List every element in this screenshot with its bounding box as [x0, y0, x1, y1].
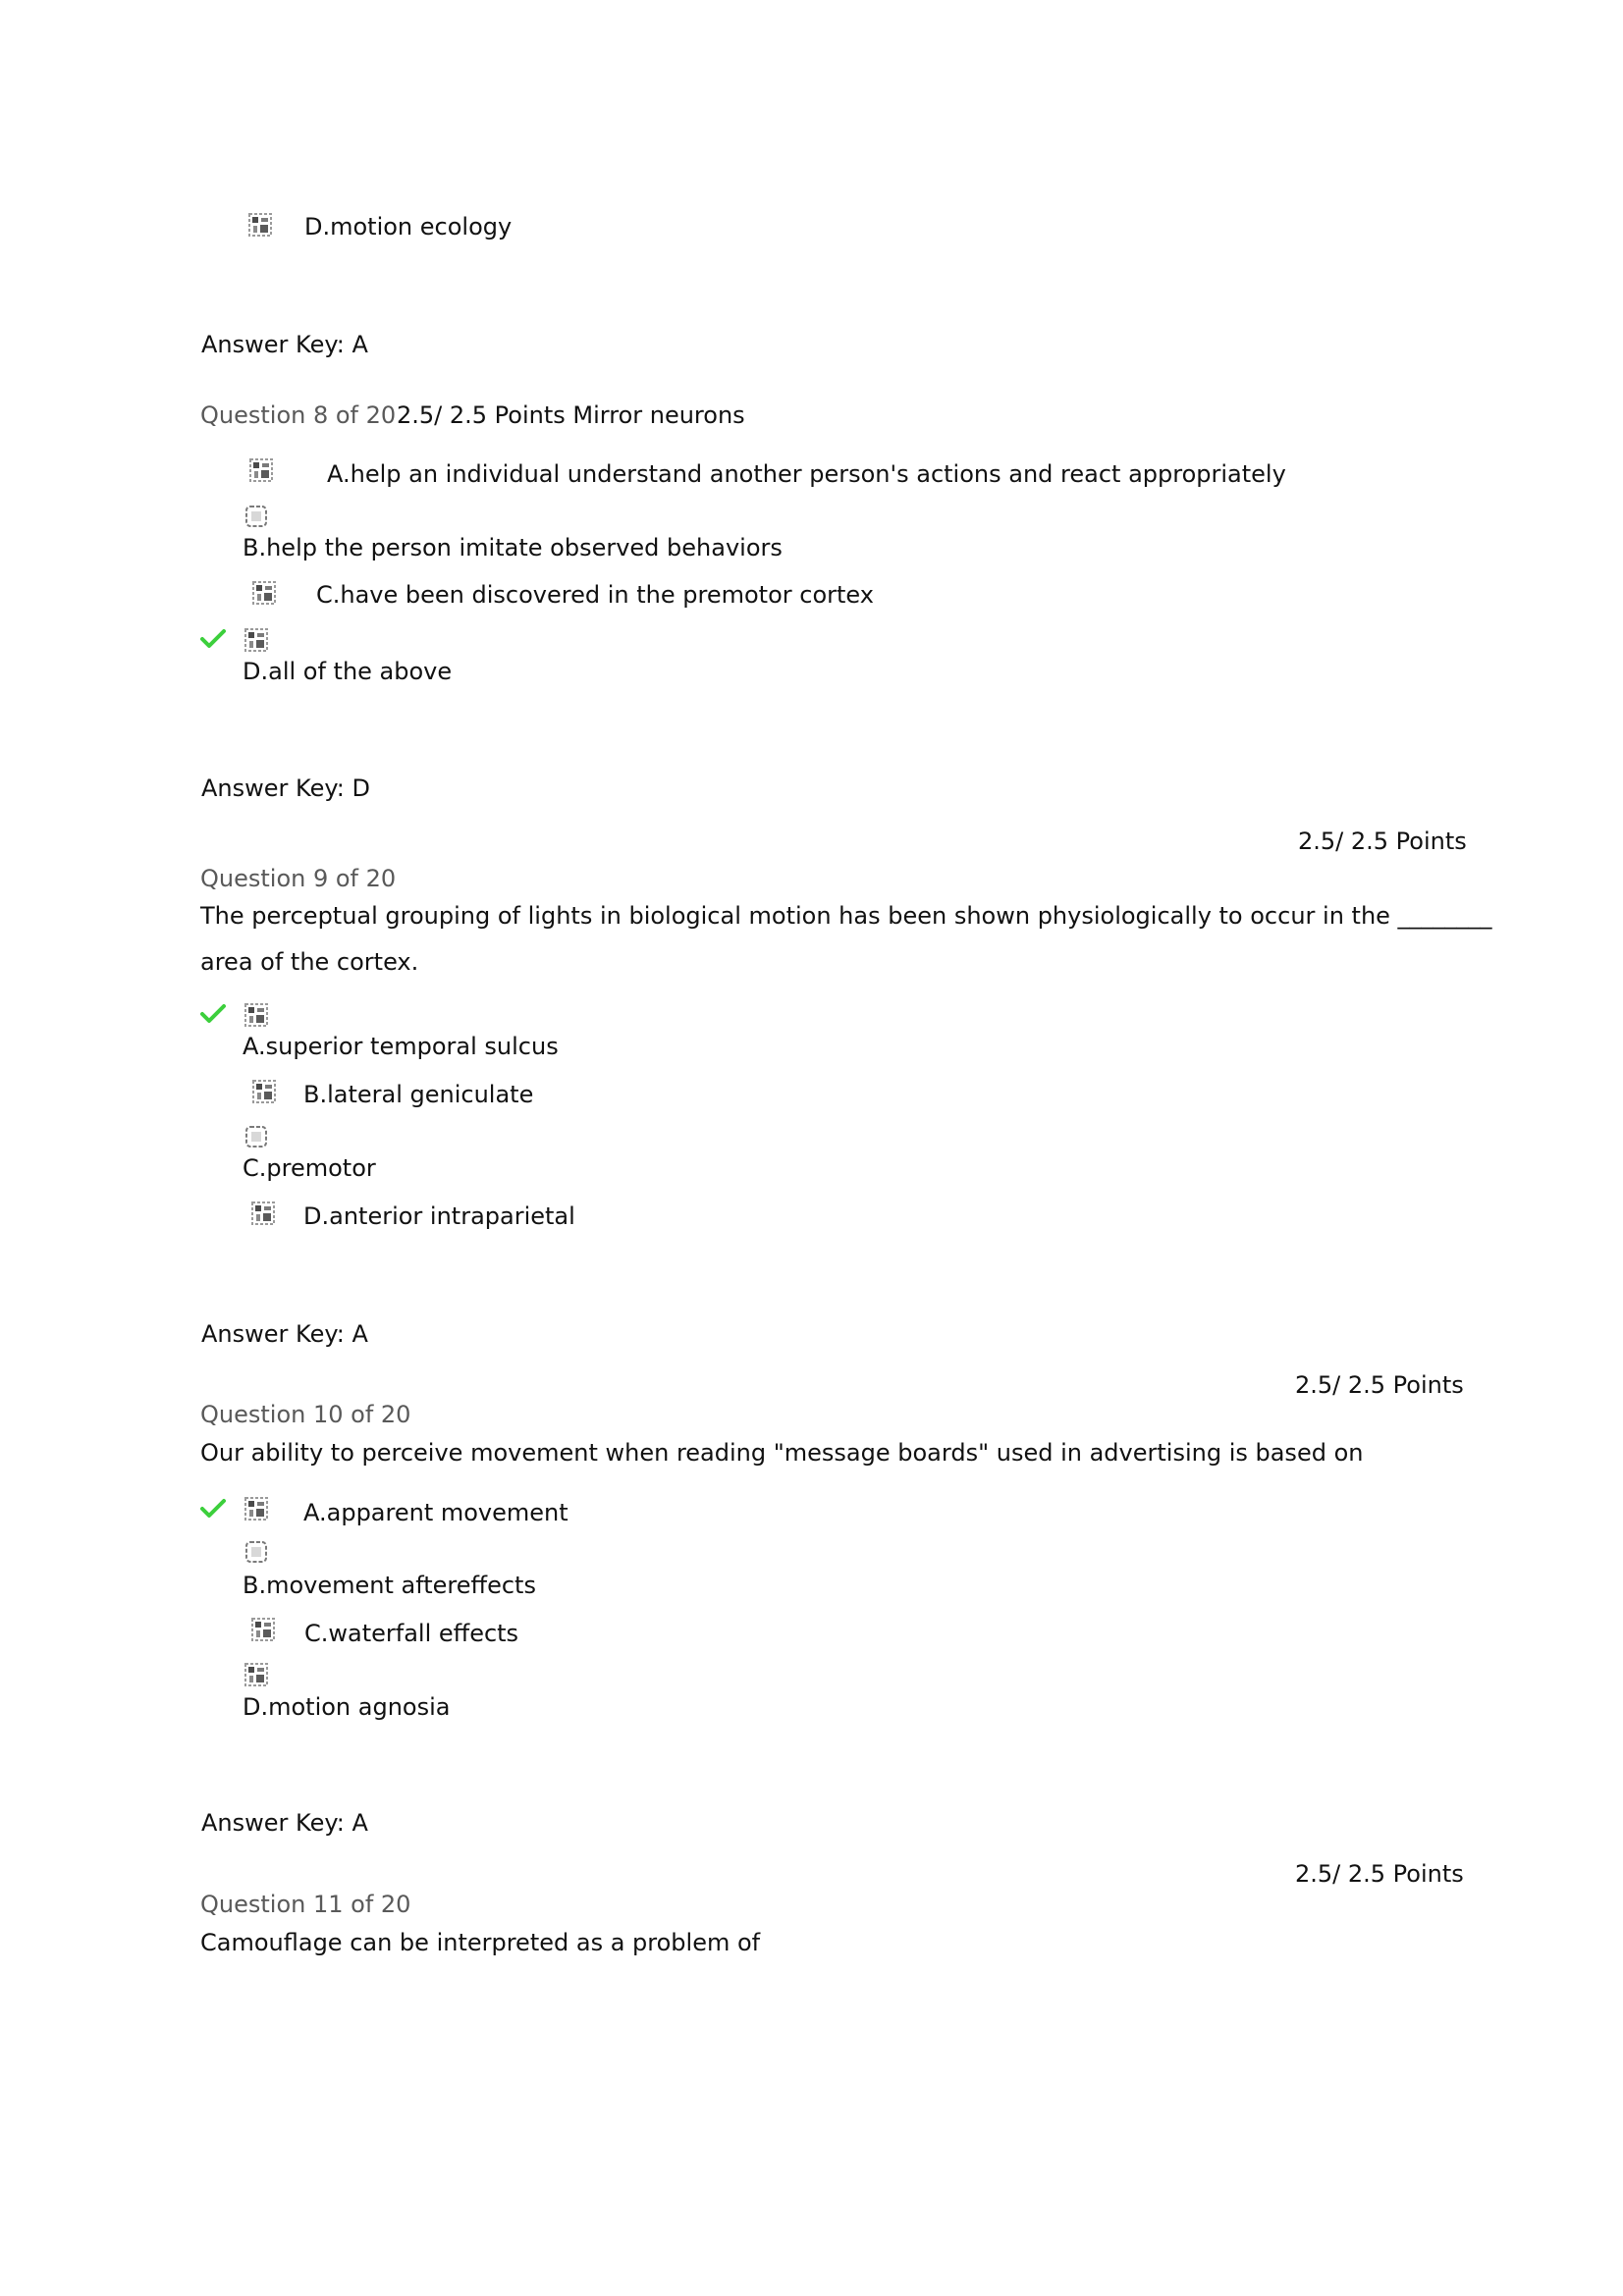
prev-option-d[interactable]: D.motion ecology: [304, 213, 513, 240]
q10-label: Question 10 of 20: [200, 1401, 411, 1428]
q10-option-b[interactable]: B.movement aftereffects: [243, 1572, 536, 1599]
q8-label: Question 8 of 20: [200, 401, 397, 429]
q9-option-b[interactable]: B.lateral geniculate: [303, 1081, 534, 1108]
option-d-icon[interactable]: [243, 1662, 269, 1687]
q9-prompt-line1: The perceptual grouping of lights in biological motion has been shown physiologically to occur in the ________: [200, 902, 1492, 930]
option-a-icon[interactable]: [243, 1496, 269, 1522]
option-d-icon[interactable]: [243, 627, 269, 653]
option-c-icon[interactable]: [243, 1124, 269, 1149]
correct-check-icon: [200, 1498, 226, 1520]
q9-label: Question 9 of 20: [200, 865, 397, 892]
q11-prompt: Camouflage can be interpreted as a problem of: [200, 1929, 761, 1956]
q8-option-a[interactable]: A.help an individual understand another person's actions and react appropriately: [327, 460, 1286, 488]
q9-option-a[interactable]: A.superior temporal sulcus: [243, 1033, 559, 1060]
q10-option-c[interactable]: C.waterfall effects: [304, 1620, 519, 1647]
q9-option-d[interactable]: D.anterior intraparietal: [303, 1202, 575, 1230]
option-b-icon[interactable]: [243, 504, 269, 529]
option-d-icon[interactable]: [250, 1201, 276, 1226]
option-a-icon[interactable]: [248, 457, 274, 483]
q9-prompt-line2: area of the cortex.: [200, 948, 419, 976]
correct-check-icon: [200, 628, 226, 650]
q10-answer-key: Answer Key: A: [201, 1809, 368, 1837]
q10-option-a[interactable]: A.apparent movement: [303, 1499, 568, 1526]
option-icon[interactable]: [247, 212, 273, 238]
q8-option-c[interactable]: C.have been discovered in the premotor cortex: [316, 581, 874, 609]
q10-prompt: Our ability to perceive movement when reading "message boards" used in advertising is based on: [200, 1439, 1364, 1467]
q11-points: 2.5/ 2.5 Points: [1295, 1860, 1464, 1888]
option-b-icon[interactable]: [251, 1079, 277, 1104]
q9-points: 2.5/ 2.5 Points: [1298, 828, 1467, 855]
q8-option-b[interactable]: B.help the person imitate observed behaviors: [243, 534, 783, 561]
option-c-icon[interactable]: [251, 580, 277, 606]
q10-option-d[interactable]: D.motion agnosia: [243, 1693, 451, 1721]
option-b-icon[interactable]: [243, 1539, 269, 1565]
q10-points: 2.5/ 2.5 Points: [1295, 1371, 1464, 1399]
option-c-icon[interactable]: [250, 1617, 276, 1642]
q11-label: Question 11 of 20: [200, 1891, 411, 1918]
option-a-icon[interactable]: [243, 1002, 269, 1028]
q8-option-d[interactable]: D.all of the above: [243, 658, 453, 685]
q9-answer-key: Answer Key: A: [201, 1320, 368, 1348]
q8-answer-key: Answer Key: D: [201, 774, 370, 802]
q9-option-c[interactable]: C.premotor: [243, 1154, 376, 1182]
q8-points-prompt: 2.5/ 2.5 Points Mirror neurons: [397, 401, 745, 429]
prev-answer-key: Answer Key: A: [201, 331, 368, 358]
correct-check-icon: [200, 1003, 226, 1025]
